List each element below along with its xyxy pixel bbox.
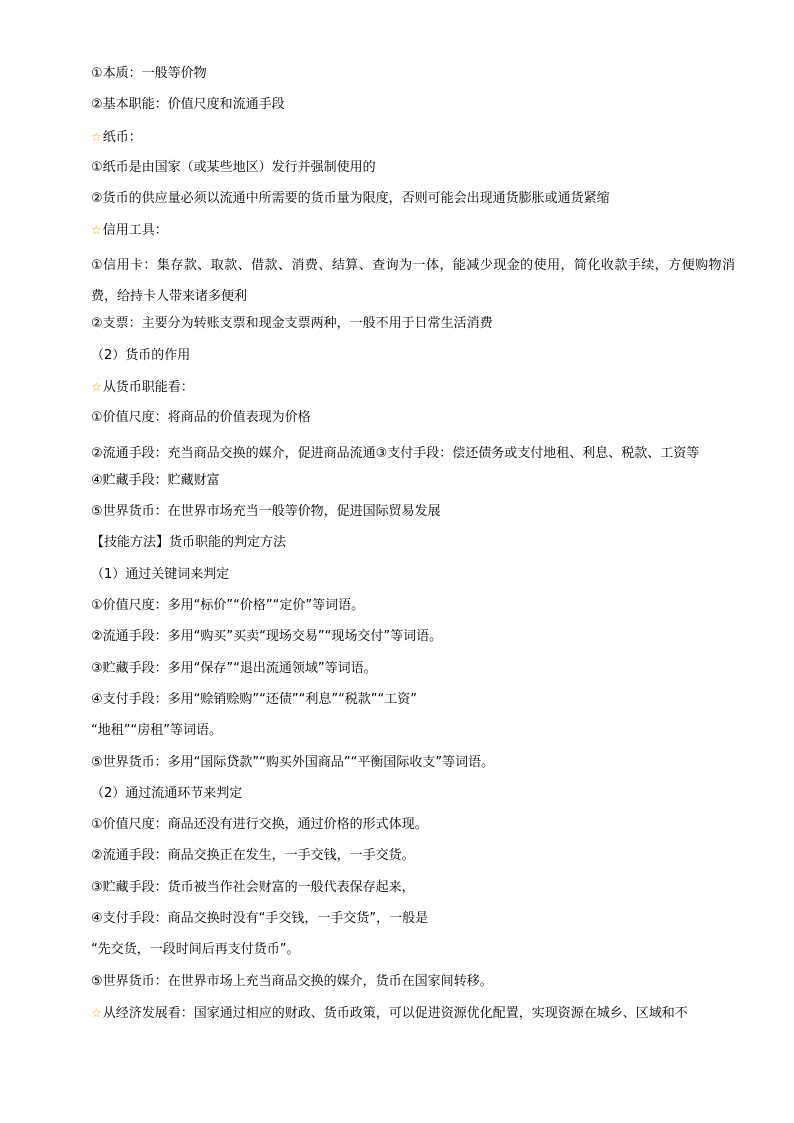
- star-icon: ☆: [91, 129, 102, 144]
- heading-text: （2）通过流通环节来判定: [91, 785, 243, 801]
- paragraph: [65, 93, 735, 124]
- paragraph-text: ⑤世界货币：多用“国际贷款”“购买外国商品”“平衡国际收支”等词语。: [91, 754, 495, 770]
- document-body: [65, 62, 735, 1032]
- paragraph: [65, 907, 735, 938]
- star-icon: ☆: [91, 379, 102, 394]
- paragraph: [65, 218, 735, 249]
- paragraph: [65, 594, 735, 625]
- paragraph: [65, 844, 735, 875]
- paragraph-text: ①纸币是由国家（或某些地区）发行并强制使用的: [91, 159, 376, 175]
- paragraph-text: ②支票：主要分为转账支票和现金支票两种，一般不用于日常生活消费: [91, 316, 493, 332]
- paragraph: [65, 125, 735, 156]
- paragraph-text: ②流通手段：多用“购买”买卖“现场交易”“现场交付”等词语。: [91, 629, 443, 645]
- paragraph: [65, 469, 735, 500]
- paragraph-text: ②流通手段：充当商品交换的媒介，促进商品流通③支付手段：偿还债务或支付地租、利息、税款、工资等: [91, 445, 700, 461]
- heading-text: （2）货币的作用: [91, 347, 191, 363]
- paragraph: [65, 719, 735, 750]
- paragraph: [65, 625, 735, 656]
- paragraph-text: ③贮藏手段：多用“保存”“退出流通领域”等词语。: [91, 660, 377, 676]
- paragraph: [65, 813, 735, 844]
- paragraph-text: 信用工具：: [102, 223, 168, 239]
- paragraph: [65, 375, 735, 406]
- paragraph-text: “先交货，一段时间后再支付货币”。: [91, 942, 300, 958]
- paragraph: [65, 970, 735, 1001]
- paragraph: [65, 500, 735, 531]
- paragraph-text: 从货币职能看：: [102, 379, 194, 395]
- heading-text: 【技能方法】货币职能的判定方法: [91, 535, 287, 551]
- paragraph: [65, 438, 735, 469]
- paragraph: [65, 938, 735, 969]
- paragraph-text: ①信用卡：集存款、取款、借款、消费、结算、查询为一体，能减少现金的使用，简化收款手续，方便购物消费，给持卡人带来诸多便利: [91, 257, 735, 305]
- paragraph-text: ①本质：一般等价物: [91, 66, 207, 81]
- paragraph: [65, 751, 735, 782]
- paragraph-text: “地租”“房租”等词语。: [91, 723, 222, 739]
- paragraph-text: ②货币的供应量必须以流通中所需要的货币量为限度，否则可能会出现通货膨胀或通货紧缩: [91, 191, 610, 207]
- paragraph-text: 纸币：: [102, 129, 142, 145]
- paragraph-text: ⑤世界货币：在世界市场上充当商品交换的媒介，货币在国家间转移。: [91, 973, 493, 989]
- paragraph: [65, 688, 735, 719]
- section-heading: [65, 344, 735, 375]
- paragraph: [65, 876, 735, 907]
- paragraph-text: ④支付手段：商品交换时没有“手交钱，一手交货”，一般是: [91, 911, 429, 927]
- paragraph-text: ①价值尺度：多用“标价”“价格”“定价”等词语。: [91, 598, 365, 614]
- paragraph: [65, 1001, 735, 1032]
- paragraph-text: ②流通手段：商品交换正在发生，一手交钱，一手交货。: [91, 848, 415, 864]
- paragraph-text: ④贮藏手段：贮藏财富: [91, 472, 220, 488]
- paragraph-text: ③贮藏手段：货币被当作社会财富的一般代表保存起来，: [91, 879, 415, 895]
- star-icon: ☆: [91, 1005, 102, 1020]
- paragraph: [65, 406, 735, 437]
- section-heading: [65, 563, 735, 594]
- paragraph-text: ②基本职能：价值尺度和流通手段: [91, 97, 285, 113]
- paragraph: [65, 187, 735, 218]
- heading-text: （1）通过关键词来判定: [91, 566, 230, 582]
- paragraph: [65, 156, 735, 187]
- paragraph: [65, 312, 735, 343]
- section-heading: [65, 531, 735, 562]
- paragraph: [65, 62, 735, 93]
- paragraph-text: ①价值尺度：商品还没有进行交换，通过价格的形式体现。: [91, 817, 428, 833]
- paragraph: [65, 657, 735, 688]
- paragraph-text: 从经济发展看：国家通过相应的财政、货币政策，可以促进资源优化配置，实现资源在城乡、区域和不: [102, 1005, 688, 1021]
- star-icon: ☆: [91, 223, 102, 238]
- paragraph-text: ④支付手段：多用“赊销赊购”“还债”“利息”“税款”“工资”: [91, 691, 418, 707]
- paragraph: [65, 250, 735, 313]
- paragraph-text: ⑤世界货币：在世界市场充当一般等价物，促进国际贸易发展: [91, 504, 441, 520]
- paragraph-text: ①价值尺度：将商品的价值表现为价格: [91, 410, 311, 426]
- section-heading: [65, 782, 735, 813]
